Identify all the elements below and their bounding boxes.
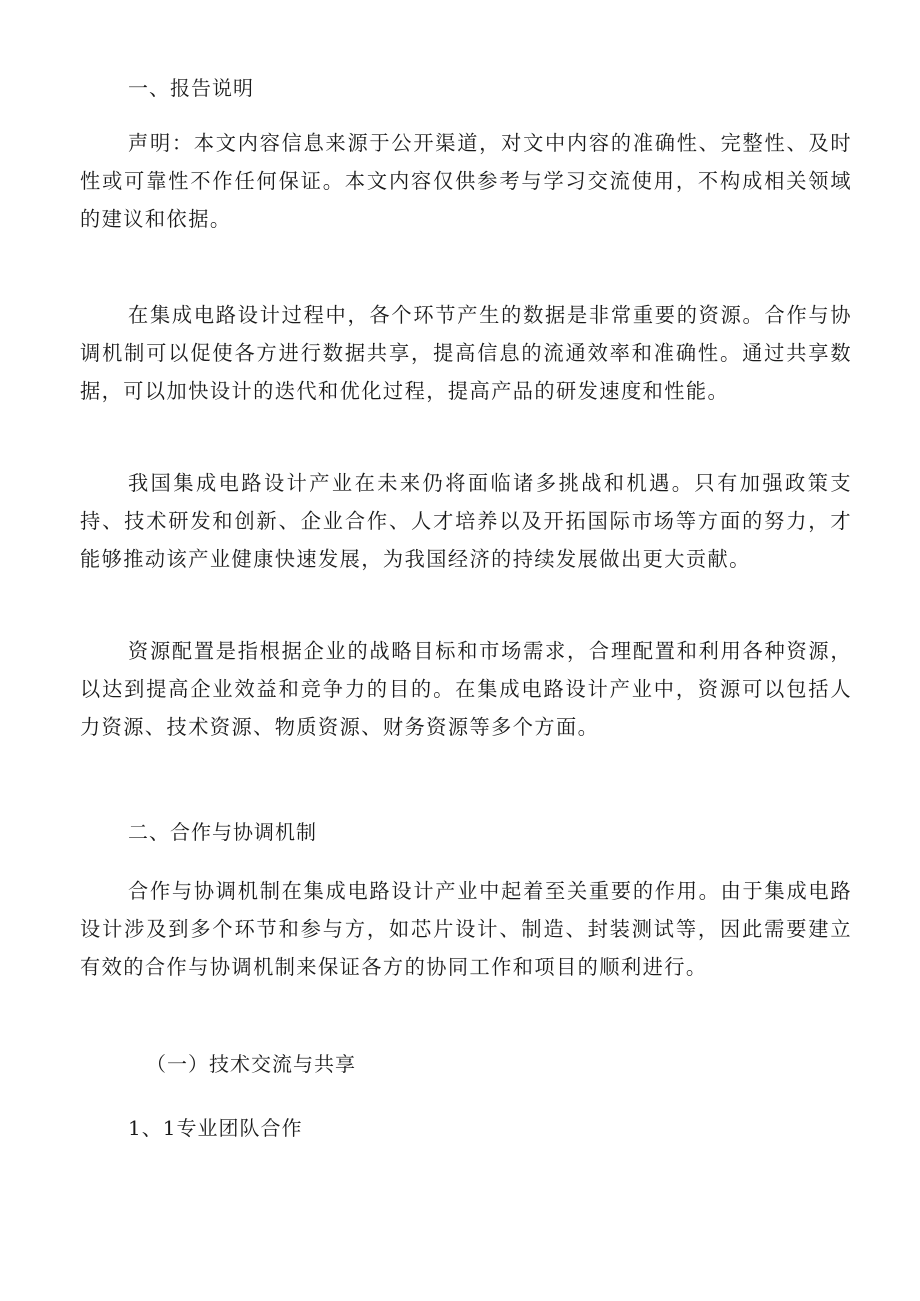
paragraph-cooperation-importance: 合作与协调机制在集成电路设计产业中起着至关重要的作用。由于集成电路设计涉及到多个环节和参与方，如芯片设计、制造、封装测试等，因此需要建立有效的合作与协调机制来保证各方的协同工作和项目的顺利进行。 — [80, 879, 852, 979]
subsection-heading-tech-exchange: （一）技术交流与共享 — [146, 1052, 356, 1076]
paragraph-challenges-opportunities: 我国集成电路设计产业在未来仍将面临诸多挑战和机遇。只有加强政策支持、技术研发和创新、企业合作、人才培养以及开拓国际市场等方面的努力，才能够推动该产业健康快速发展，为我国经济的持续发展做出更大贡献。 — [80, 471, 852, 571]
section-heading-report-description: 一、报告说明 — [128, 76, 254, 100]
paragraph-resource-allocation: 资源配置是指根据企业的战略目标和市场需求，合理配置和利用各种资源，以达到提高企业效益和竞争力的目的。在集成电路设计产业中，资源可以包括人力资源、技术资源、物质资源、财务资源等多个方面。 — [80, 639, 852, 739]
paragraph-disclaimer: 声明：本文内容信息来源于公开渠道，对文中内容的准确性、完整性、及时性或可靠性不作任何保证。本文内容仅供参考与学习交流使用，不构成相关领域的建议和依据。 — [80, 131, 852, 231]
item-heading-team-cooperation: 1、1专业团队合作 — [128, 1116, 303, 1140]
section-heading-cooperation-mechanism: 二、合作与协调机制 — [128, 820, 317, 844]
paragraph-data-sharing: 在集成电路设计过程中，各个环节产生的数据是非常重要的资源。合作与协调机制可以促使各方进行数据共享，提高信息的流通效率和准确性。通过共享数据，可以加快设计的迭代和优化过程，提高产品的研发速度和性能。 — [80, 303, 852, 403]
